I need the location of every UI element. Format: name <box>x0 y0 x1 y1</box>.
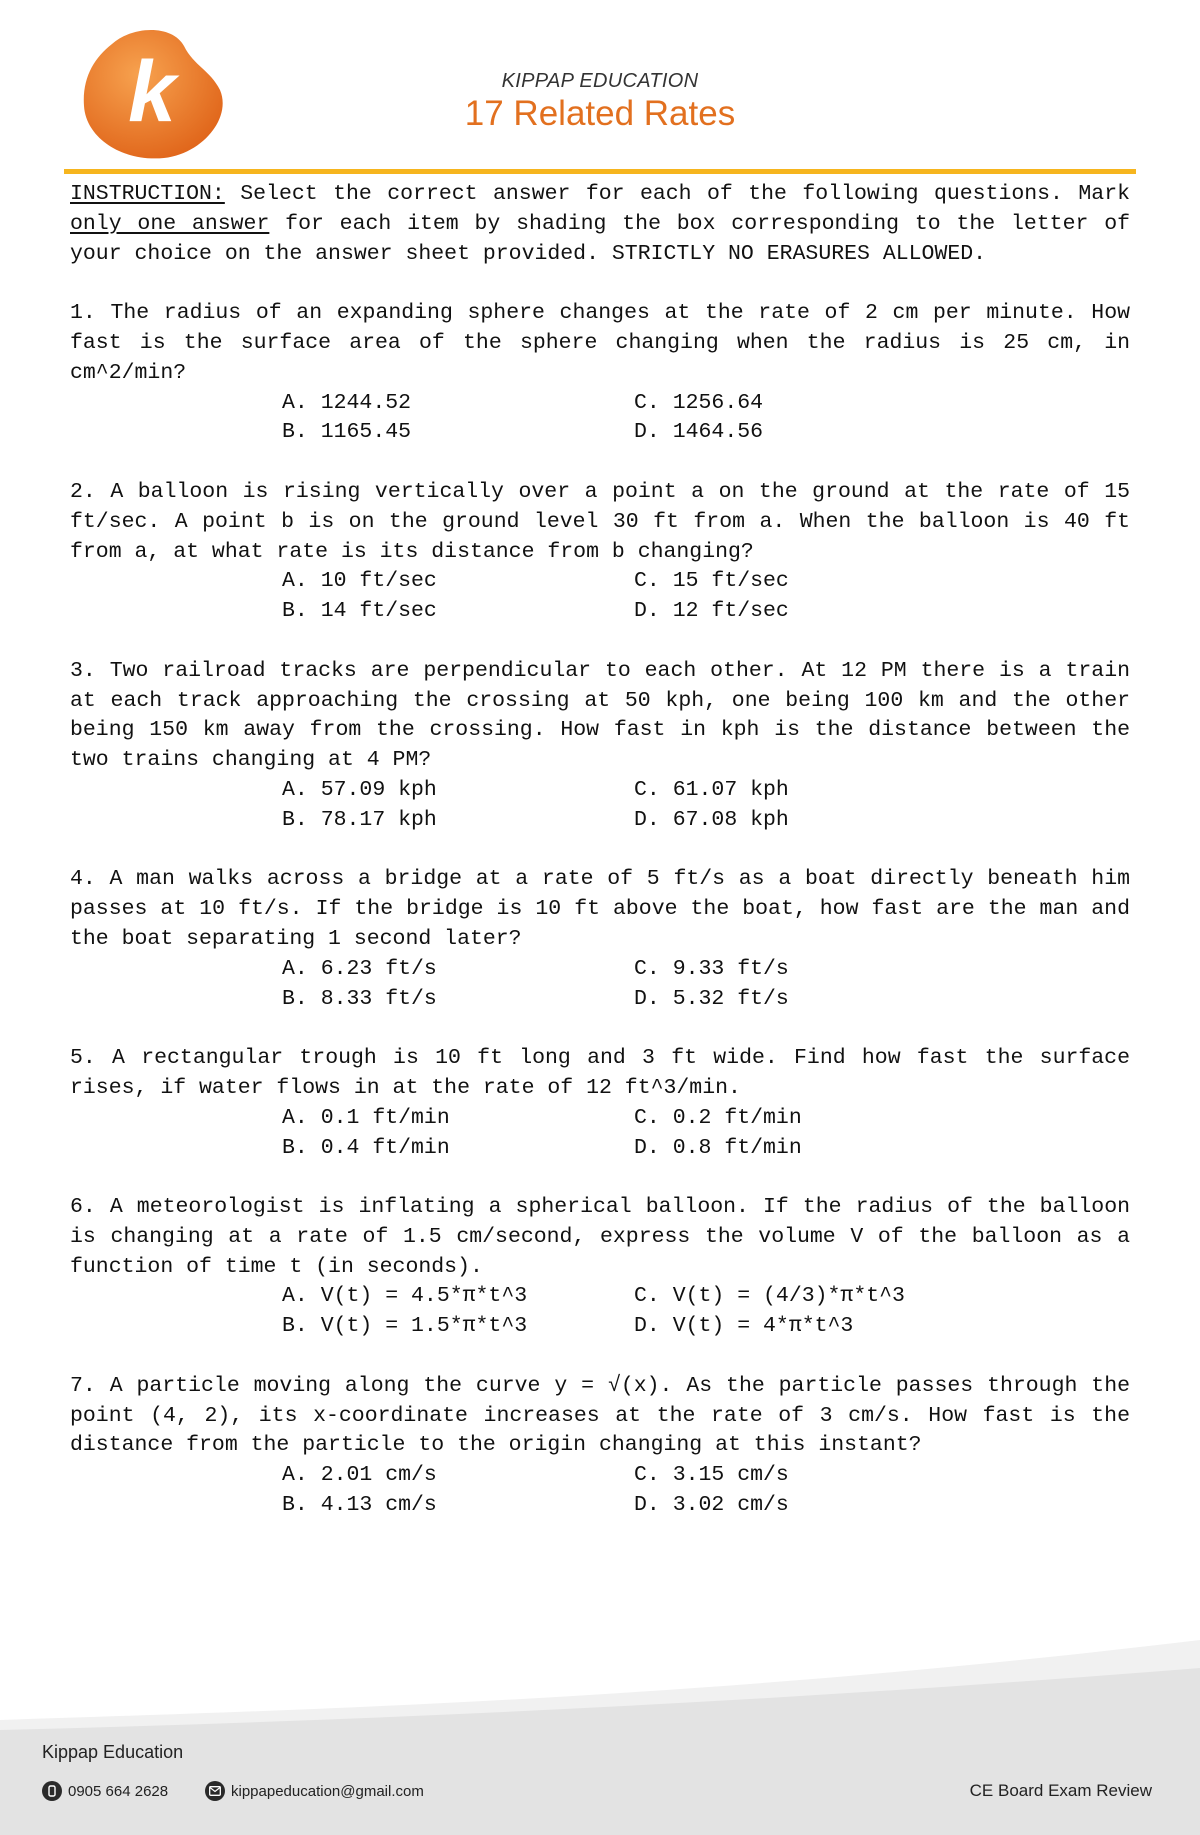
question-text: 3. Two railroad tracks are perpendicular to each other. At 12 PM there is a train at each track approaching the crossing at 50 kph, one being 100 km and the other being 150 km away from the crossing. How fast in kph is the distance between the two trains changing at 4 PM? <box>70 658 1130 773</box>
choice-c: C. 61.07 kph <box>634 777 789 802</box>
choice-b: B. 8.33 ft/s <box>282 986 437 1011</box>
question-text: 5. A rectangular trough is 10 ft long and 3 ft wide. Find how fast the surface rises, if water flows in at the rate of 12 ft^3/min. <box>70 1046 1130 1100</box>
footer-background <box>0 1640 1200 1835</box>
question-3 <box>70 657 1130 836</box>
viber-icon <box>42 1781 62 1801</box>
document-body <box>70 180 1130 1521</box>
choice-d: D. 12 ft/sec <box>634 599 789 624</box>
question-text: 7. A particle moving along the curve y = √(x). As the particle passes through the point (4, 2), its x-coordinate increases at the rate of 3 cm/s. How fast is the distance from the particle to the origin changing at this instant? <box>70 1373 1130 1458</box>
instruction-text-1: Select the correct answer for each of the following questions. Mark <box>224 182 1130 206</box>
phone-number: 0905 664 2628 <box>68 1782 169 1800</box>
question-text: 2. A balloon is rising vertically over a point a on the ground at the rate of 15 ft/sec. A point b is on the ground level 30 ft from a. When the balloon is 40 ft from a, at what rate is its distance from b changing? <box>70 479 1130 564</box>
choice-d: D. 5.32 ft/s <box>634 986 789 1011</box>
choice-grid <box>282 776 1130 836</box>
choice-b: B. 0.4 ft/min <box>282 1135 450 1160</box>
choice-d: D. 1464.56 <box>634 420 764 445</box>
choice-grid <box>282 567 1130 627</box>
choice-grid <box>282 955 1130 1015</box>
footer-phone <box>42 1781 168 1801</box>
choice-d: D. V(t) = 4*π*t^3 <box>634 1314 854 1339</box>
footer-org-name: Kippap Education <box>42 1742 184 1762</box>
email-address[interactable]: kippapeducation@gmail.com <box>231 1782 424 1800</box>
header-divider <box>64 169 1136 174</box>
choice-c: C. V(t) = (4/3)*π*t^3 <box>634 1284 905 1309</box>
choice-d: D. 0.8 ft/min <box>634 1135 802 1160</box>
email-icon <box>205 1781 225 1801</box>
choice-b: B. V(t) = 1.5*π*t^3 <box>282 1314 528 1339</box>
choice-a: A. 1244.52 <box>282 390 412 415</box>
page-title: 17 Related Rates <box>464 94 736 133</box>
choice-c: C. 3.15 cm/s <box>634 1463 789 1488</box>
instruction-label: INSTRUCTION: <box>70 182 225 206</box>
choice-b: B. 78.17 kph <box>282 807 437 832</box>
question-text: 6. A meteorologist is inflating a spherical balloon. If the radius of the balloon is changing at a rate of 1.5 cm/second, express the volume V of the balloon as a function of time t (in seconds). <box>70 1195 1130 1279</box>
choice-grid <box>282 1104 1130 1164</box>
choice-a: A. 0.1 ft/min <box>282 1105 450 1130</box>
choice-a: A. 2.01 cm/s <box>282 1463 437 1488</box>
choice-grid <box>282 1282 1130 1342</box>
kippap-logo <box>82 26 228 160</box>
question-7 <box>70 1372 1130 1521</box>
question-6 <box>70 1193 1130 1342</box>
choice-grid <box>282 1461 1130 1521</box>
footer-email <box>205 1781 424 1801</box>
choice-a: A. 10 ft/sec <box>282 569 437 594</box>
choice-b: B. 4.13 cm/s <box>282 1493 437 1518</box>
question-text: 1. The radius of an expanding sphere changes at the rate of 2 cm per minute. How fast is the surface area of the sphere changing when the radius is 25 cm, in cm^2/min? <box>70 301 1130 385</box>
instruction-emphasis: only one answer <box>70 211 270 236</box>
choice-c: C. 1256.64 <box>634 390 764 415</box>
choice-c: C. 9.33 ft/s <box>634 956 789 981</box>
question-4 <box>70 865 1130 1014</box>
choice-a: A. 57.09 kph <box>282 777 437 802</box>
org-name: KIPPAP EDUCATION <box>501 70 699 92</box>
choice-a: A. V(t) = 4.5*π*t^3 <box>282 1284 528 1309</box>
choice-d: D. 3.02 cm/s <box>634 1493 789 1518</box>
footer-tagline: CE Board Exam Review <box>969 1781 1152 1800</box>
question-5 <box>70 1044 1130 1163</box>
instruction <box>70 180 1130 269</box>
choice-c: C. 15 ft/sec <box>634 569 789 594</box>
question-text: 4. A man walks across a bridge at a rate of 5 ft/s as a boat directly beneath him passes at 10 ft/s. If the bridge is 10 ft above the boat, how fast are the man and the boat separating 1 second later? <box>70 867 1130 951</box>
instruction-text-2: for each item by shading the box corresponding to the letter of your choice on the answer sheet provided. STRICTLY NO ERASURES ALLOWED. <box>70 211 1130 266</box>
choice-d: D. 67.08 kph <box>634 807 789 832</box>
question-2 <box>70 478 1130 627</box>
choice-b: B. 14 ft/sec <box>282 599 437 624</box>
logo-letter: k <box>128 44 176 140</box>
choice-b: B. 1165.45 <box>282 420 412 445</box>
question-1 <box>70 299 1130 448</box>
choice-grid <box>282 389 1130 449</box>
choice-a: A. 6.23 ft/s <box>282 956 437 981</box>
choice-c: C. 0.2 ft/min <box>634 1105 802 1130</box>
